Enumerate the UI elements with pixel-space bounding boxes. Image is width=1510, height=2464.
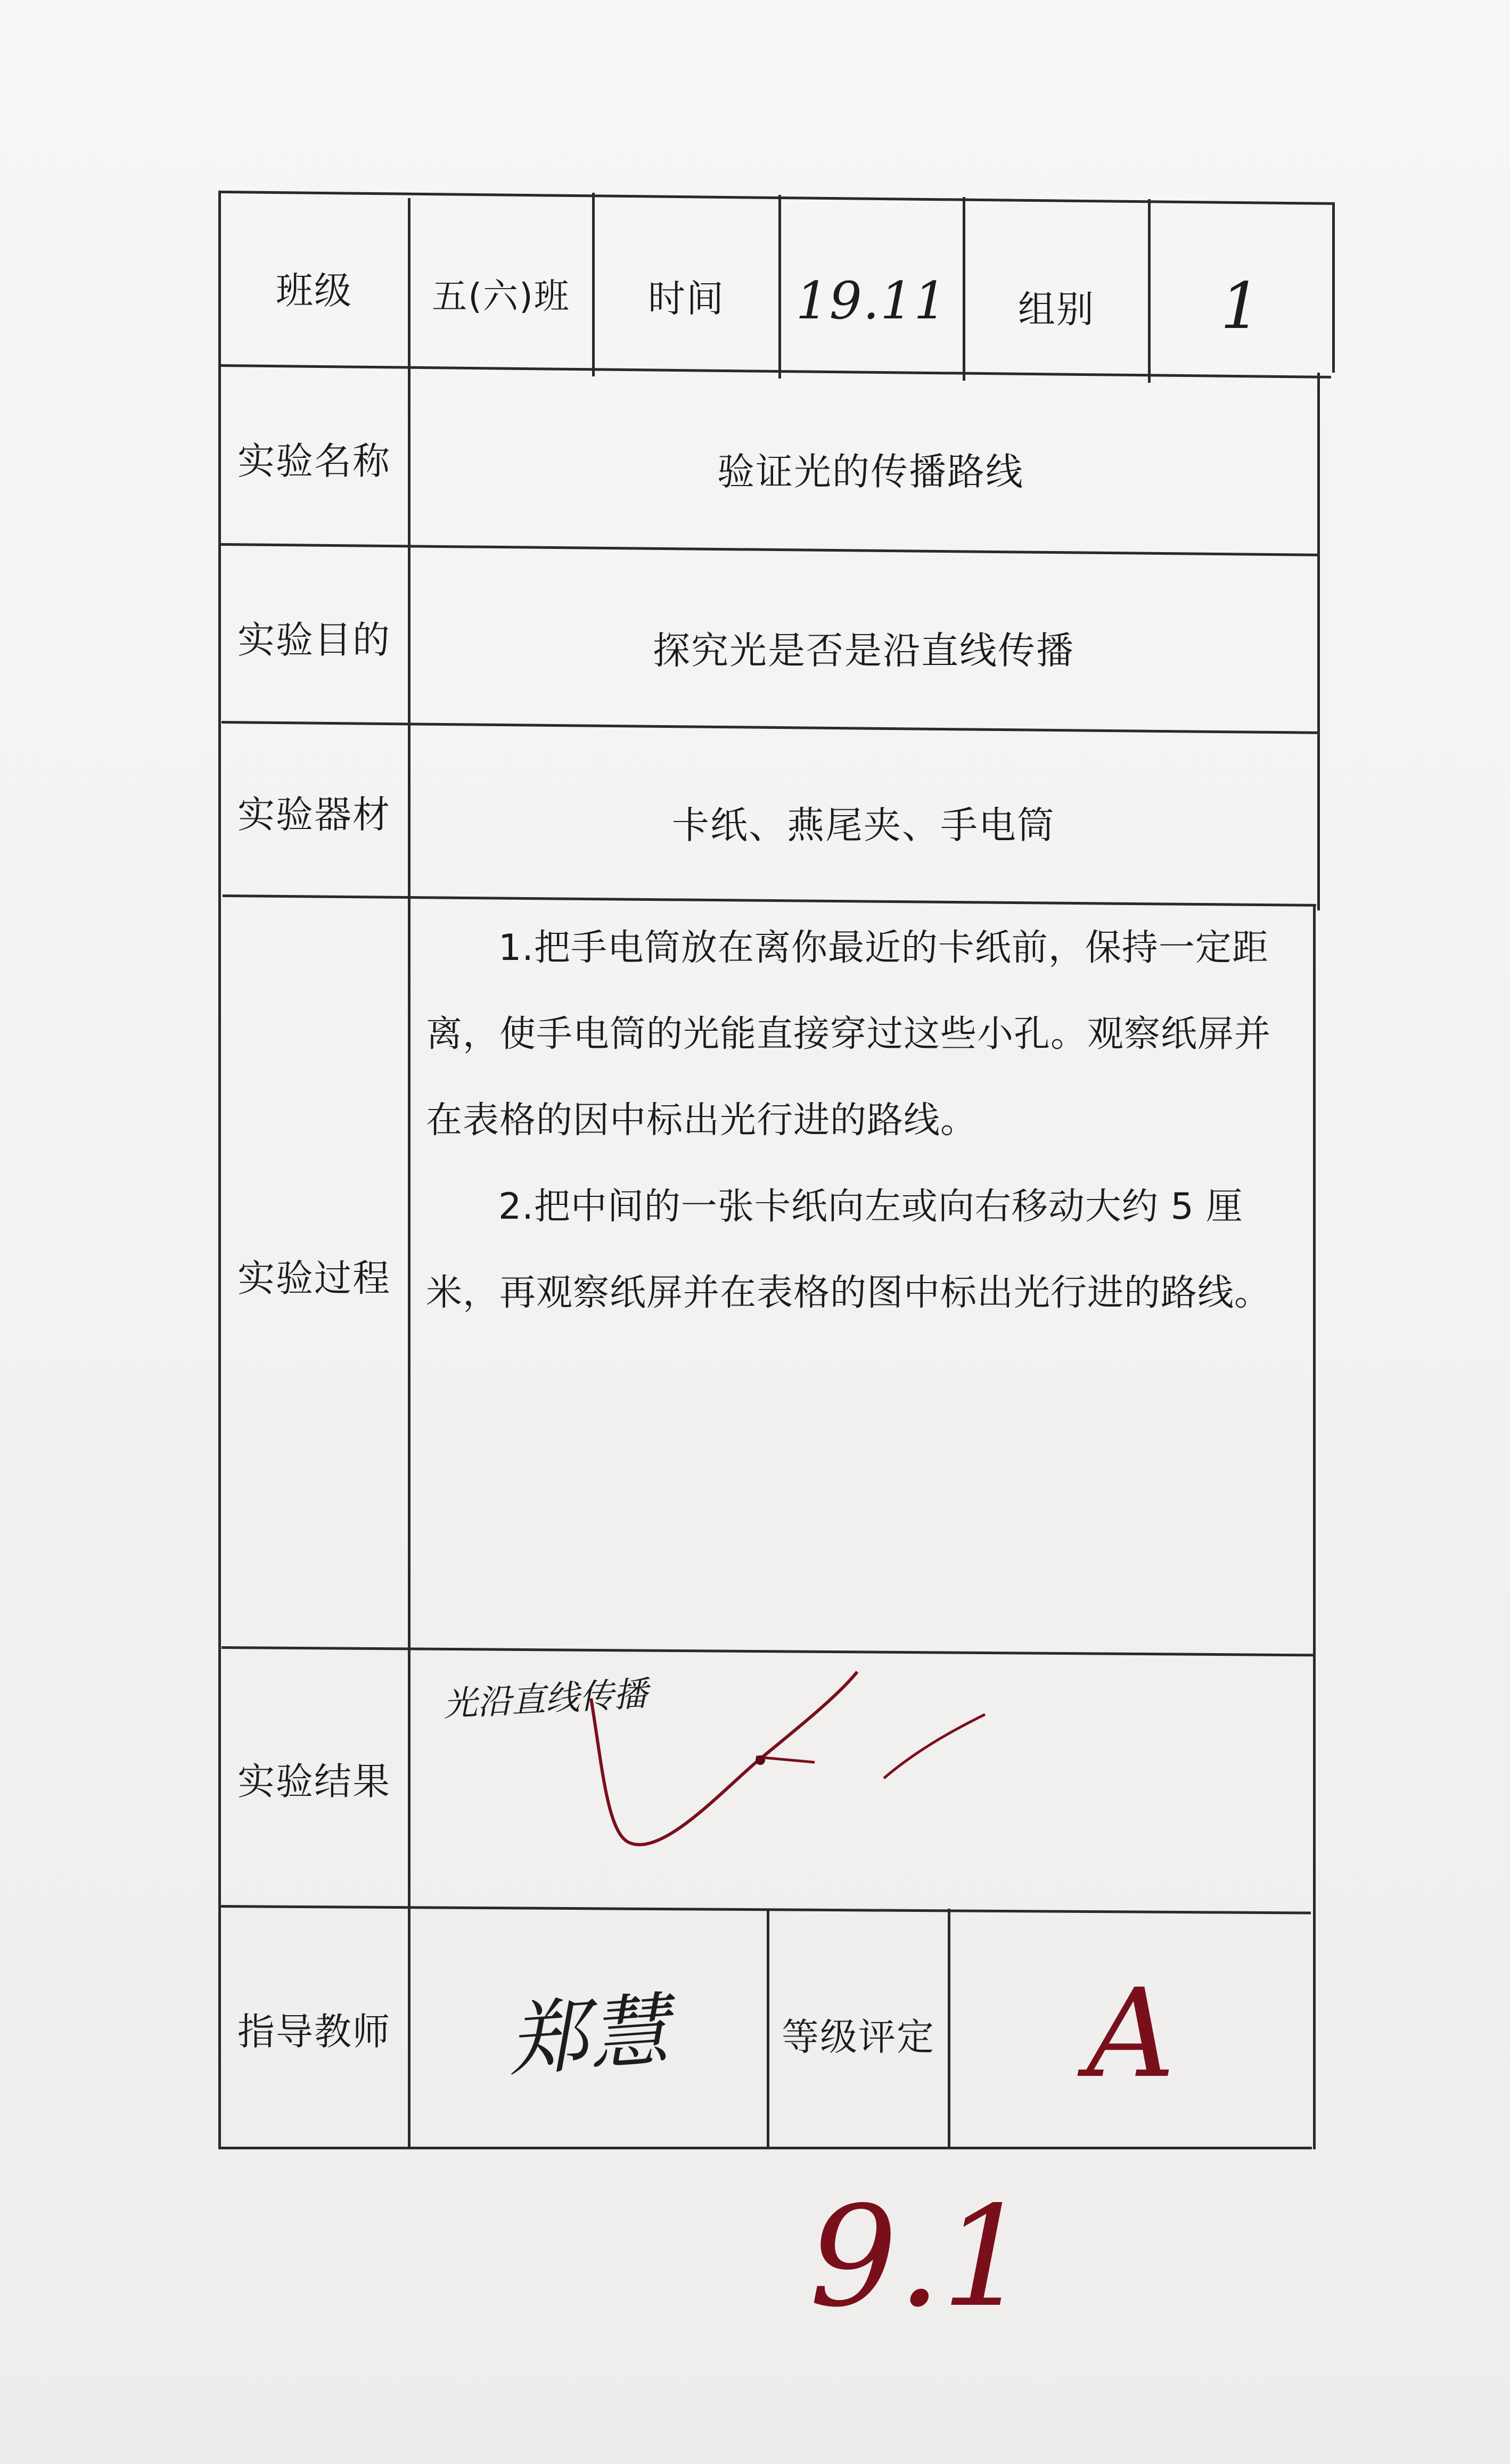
table-line [1313,905,1316,2149]
result-sketch [559,1656,1028,1869]
group-label: 组别 [1018,287,1095,331]
class-value: 五(六)班 [432,275,570,317]
process-step: 2.把中间的一张卡纸向左或向右移动大约 5 厘米，再观察纸屏并在表格的图中标出光行进的路线。 [426,1186,1271,1314]
teacher-signature: 郑慧 [505,1984,673,2088]
experiment-purpose-label: 实验目的 [237,618,391,662]
table-line [1332,202,1335,373]
grade-label: 等级评定 [782,2015,935,2059]
experiment-result-label: 实验结果 [237,1759,391,1803]
class-label: 班级 [276,268,352,313]
light-path-sketch [756,1755,765,1765]
process-step: 1.把手电筒放在离你最近的卡纸前，保持一定距离，使手电筒的光能直接穿过这些小孔。观察纸屏并在表格的因中标出光行进的路线。 [426,927,1271,1141]
time-label: 时间 [648,276,725,321]
time-value: 19.11 [795,271,948,331]
light-path-sketch [884,1714,985,1778]
experiment-purpose-value: 探究光是否是沿直线传播 [653,628,1074,672]
experiment-process-text [426,905,1304,1336]
experiment-name-label: 实验名称 [237,439,391,483]
grade-value: A [1086,1962,1177,2105]
experiment-name-value: 验证光的传播路线 [717,449,1024,494]
experiment-materials-value: 卡纸、燕尾夹、手电筒 [672,803,1055,847]
experiment-materials-label: 实验器材 [237,792,391,836]
experiment-result-value: 光沿直线传播 [442,1674,649,1724]
experiment-process-label: 实验过程 [237,1256,391,1300]
date-mark: 9.1 [809,2177,1030,2338]
group-value: 1 [1220,269,1262,343]
teacher-label: 指导教师 [237,2009,391,2054]
light-path-sketch [591,1672,857,1845]
